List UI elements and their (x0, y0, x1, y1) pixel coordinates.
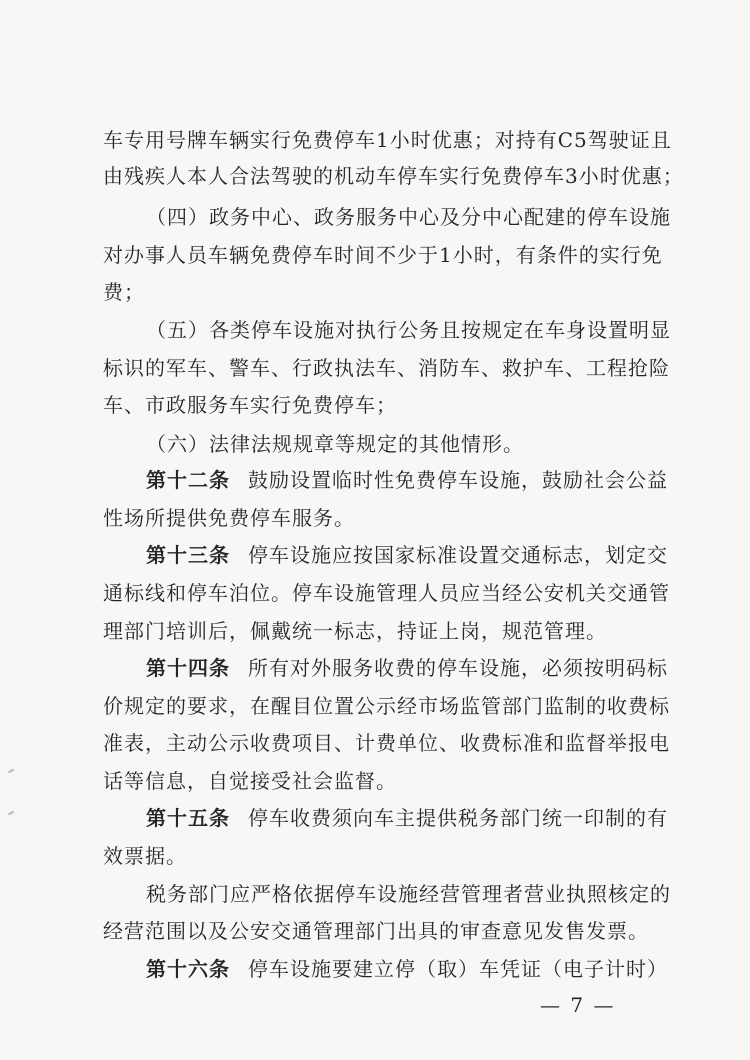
text-line (103, 128, 672, 152)
line-text: 效票据。 (103, 844, 187, 868)
scan-mark (8, 811, 14, 816)
text-line (146, 432, 643, 456)
text-line (103, 581, 670, 605)
line-text: 话等信息，自觉接受社会监督。 (103, 769, 397, 793)
line-text: 准表，主动公示收费项目、计费单位、收费标准和监督举报电 (103, 731, 670, 755)
line-text: 停车设施要建立停（取）车凭证（电子计时） (248, 957, 668, 981)
text-line (103, 619, 643, 643)
line-text: （四）政务中心、政务服务中心及分中心配建的停车设施 (146, 205, 671, 229)
text-line (103, 694, 670, 718)
line-text: 车专用号牌车辆实行免费停车1小时优惠；对持有C5驾驶证且 (103, 128, 672, 152)
line-text: 由残疾人本人合法驾驶的机动车停车实行免费停车3小时优惠； (103, 164, 684, 188)
text-line (146, 205, 671, 229)
article-heading: 第十五条 (146, 806, 230, 830)
text-line (103, 280, 643, 304)
text-line (103, 919, 649, 943)
article-heading: 第十三条 (146, 543, 230, 567)
line-text: 所有对外服务收费的停车设施，必须按明码标 (248, 656, 668, 680)
article-line (146, 957, 668, 981)
article-heading: 第十四条 (146, 656, 230, 680)
line-text: 车、市政服务车实行免费停车； (103, 393, 397, 417)
line-text: 标识的军车、警车、行政执法车、消防车、救护车、工程抢险 (103, 356, 670, 380)
line-text: 对办事人员车辆免费停车时间不少于1小时，有条件的实行免 (103, 243, 663, 267)
line-text: 税务部门应严格依据停车设施经营管理者营业执照核定的 (146, 882, 671, 906)
text-line (103, 356, 670, 380)
line-text: 停车收费须向车主提供税务部门统一印制的有 (248, 806, 668, 830)
text-line (103, 769, 643, 793)
article-heading: 第十二条 (146, 468, 230, 492)
line-text: （五）各类停车设施对执行公务且按规定在车身设置明显 (146, 318, 671, 342)
line-text: 通标线和停车泊位。停车设施管理人员应当经公安机关交通管 (103, 581, 670, 605)
line-text: 停车设施应按国家标准设置交通标志，划定交 (248, 543, 668, 567)
text-line (146, 882, 671, 906)
text-line (103, 164, 684, 188)
text-line (103, 731, 670, 755)
article-line (146, 543, 668, 567)
text-line (103, 243, 663, 267)
article-line (146, 806, 668, 830)
line-text: 价规定的要求，在醒目位置公示经市场监管部门监制的收费标 (103, 694, 670, 718)
text-line (146, 318, 671, 342)
line-text: 经营范围以及公安交通管理部门出具的审查意见发售发票。 (103, 919, 649, 943)
text-line (103, 393, 643, 417)
page-number: — 7 — (540, 993, 616, 1017)
scan-mark (8, 769, 14, 774)
line-text: 鼓励设置临时性免费停车设施，鼓励社会公益 (248, 468, 668, 492)
line-text: （六）法律法规规章等规定的其他情形。 (146, 432, 524, 456)
text-line (103, 506, 643, 530)
line-text: 性场所提供免费停车服务。 (103, 506, 355, 530)
article-line (146, 656, 668, 680)
line-text: 理部门培训后，佩戴统一标志，持证上岗，规范管理。 (103, 619, 607, 643)
article-heading: 第十六条 (146, 957, 230, 981)
text-line (103, 844, 643, 868)
article-line (146, 468, 668, 492)
line-text: 费； (103, 280, 145, 304)
